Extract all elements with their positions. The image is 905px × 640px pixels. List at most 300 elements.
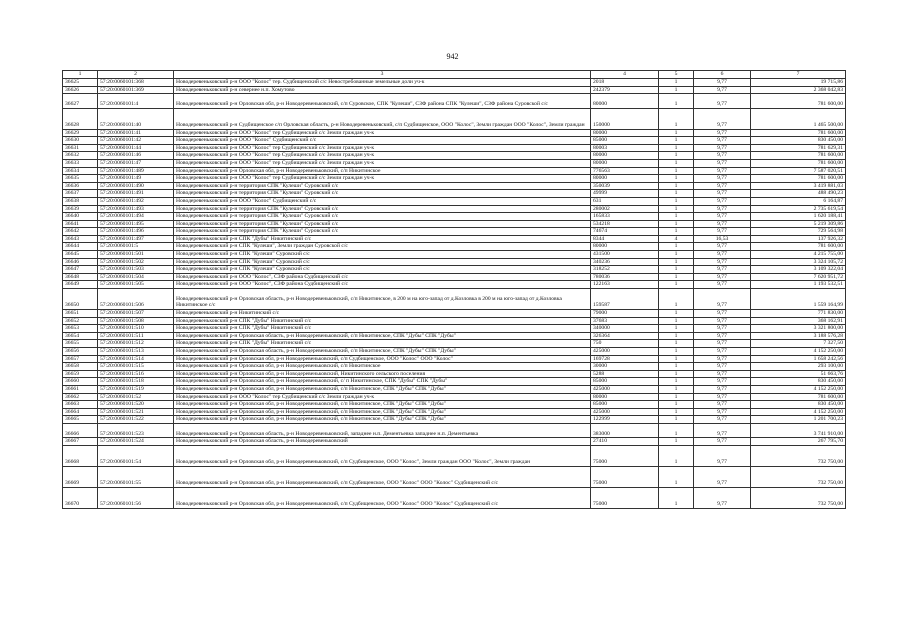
area-value: 27410 xyxy=(591,438,659,446)
area-value: 75000 xyxy=(591,445,659,466)
quantity-value: 1 xyxy=(659,79,694,87)
quantity-value: 1 xyxy=(659,378,694,386)
column-header: 5 xyxy=(659,71,694,79)
table-row xyxy=(63,190,846,198)
quantity-value: 1 xyxy=(659,213,694,221)
total-value: 137 926,32 xyxy=(751,235,846,243)
total-value: 3 109 322,04 xyxy=(751,266,846,274)
table-row xyxy=(63,144,846,152)
location-description: Новодеревеньковский р-н территория СПК "Кулеши" Суровский с/с xyxy=(174,205,591,213)
quantity-value: 1 xyxy=(659,94,694,108)
quantity-value: 1 xyxy=(659,266,694,274)
area-value: 280002 xyxy=(591,205,659,213)
row-number: 36643 xyxy=(63,235,98,243)
area-value: 80000 xyxy=(591,129,659,137)
price-value: 9,77 xyxy=(694,289,751,310)
column-header: 3 xyxy=(174,71,591,79)
cadastral-number: 57:20:0060101:46 xyxy=(98,152,174,160)
total-value: 830 450,00 xyxy=(751,137,846,145)
row-number: 36640 xyxy=(63,213,98,221)
cadastral-number: 57:20:0060101:492 xyxy=(98,197,174,205)
price-value: 9,77 xyxy=(694,251,751,259)
location-description: Новодеревеньковский р-н СПК "Кулеши" Суровский с/с xyxy=(174,258,591,266)
area-value: 425000 xyxy=(591,408,659,416)
quantity-value: 1 xyxy=(659,423,694,437)
price-value: 9,77 xyxy=(694,86,751,94)
quantity-value: 1 xyxy=(659,348,694,356)
row-number: 36656 xyxy=(63,348,98,356)
location-description: Новодеревеньковский р-н ООО "Колос" тер Судбищенский с/с Земли граждан уч-к xyxy=(174,393,591,401)
cadastral-number: 57:20:0060101:54 xyxy=(98,445,174,466)
row-number: 36666 xyxy=(63,423,98,437)
price-value: 9,77 xyxy=(694,213,751,221)
price-value: 16,53 xyxy=(694,235,751,243)
price-value: 9,77 xyxy=(694,487,751,508)
table-row xyxy=(63,220,846,228)
area-value: 80000 xyxy=(591,393,659,401)
price-value: 9,77 xyxy=(694,423,751,437)
area-value: 780036 xyxy=(591,273,659,281)
area-value: 340236 xyxy=(591,258,659,266)
cadastral-number: 57:20:0060101:520 xyxy=(98,401,174,409)
price-value: 9,77 xyxy=(694,370,751,378)
price-value: 9,77 xyxy=(694,144,751,152)
cadastral-number: 57:20:0060101:512 xyxy=(98,340,174,348)
price-value: 9,77 xyxy=(694,310,751,318)
total-value: 293 100,00 xyxy=(751,363,846,371)
table-row xyxy=(63,137,846,145)
cadastral-number: 57:20:0060101:368 xyxy=(98,79,174,87)
column-header: 6 xyxy=(694,71,751,79)
area-value: 85000 xyxy=(591,401,659,409)
cadastral-number: 57:20:0060101:49 xyxy=(98,175,174,183)
location-description: Новодеревеньковский р-н ООО "Колос" тер Судбищенский с/с Земли граждан уч-к xyxy=(174,152,591,160)
location-description: Новодеревеньковский р-н Орловская обл, р-н Новодеревеньковский, с/ п Никитинское, СПК "Дубы" СПК "Дубы" xyxy=(174,378,591,386)
total-value: 781 629,31 xyxy=(751,144,846,152)
row-number: 36641 xyxy=(63,220,98,228)
table-row xyxy=(63,438,846,446)
price-value: 9,77 xyxy=(694,197,751,205)
table-row xyxy=(63,348,846,356)
price-value: 9,77 xyxy=(694,137,751,145)
table-row xyxy=(63,228,846,236)
row-number: 36652 xyxy=(63,317,98,325)
quantity-value: 1 xyxy=(659,445,694,466)
price-value: 9,77 xyxy=(694,416,751,424)
row-number: 36638 xyxy=(63,197,98,205)
quantity-value: 4 xyxy=(659,235,694,243)
table-row xyxy=(63,416,846,424)
cadastral-number: 57:20:0060101:496 xyxy=(98,228,174,236)
location-description: Новодеревеньковский р-н ООО "Колос" тер Судбищенский с/с Земли граждан уч-к xyxy=(174,159,591,167)
location-description: Новодеревеньковский р-н территория СПК "Кулеши" Суровский с/с xyxy=(174,228,591,236)
area-value: 159587 xyxy=(591,289,659,310)
area-value: 425000 xyxy=(591,348,659,356)
row-number: 36647 xyxy=(63,266,98,274)
table-row xyxy=(63,325,846,333)
row-number: 36639 xyxy=(63,205,98,213)
total-value: 1 559 164,99 xyxy=(751,289,846,310)
location-description: Новодеревеньковский р-н Орловская обл, р-н Новодеревеньковский, с/п Никитинское, СПК "Дубы" СПК "Дубы" xyxy=(174,385,591,393)
cadastral-number: 57:20:0060101:491 xyxy=(98,190,174,198)
quantity-value: 1 xyxy=(659,108,694,129)
row-number: 36631 xyxy=(63,144,98,152)
row-number: 36661 xyxy=(63,385,98,393)
total-value: 732 750,00 xyxy=(751,445,846,466)
cadastral-number: 57:20:0060101:40 xyxy=(98,108,174,129)
quantity-value: 1 xyxy=(659,273,694,281)
location-description: Новодеревеньковский р-н СПК "Дубы" Никитинский с/с xyxy=(174,235,591,243)
location-description: Новодеревеньковский р-н Орловская обл, р-н Новодеревеньковский, с/п Никитинское, СПК "Дубы" СПК "Дубы" xyxy=(174,416,591,424)
total-value: 781 600,00 xyxy=(751,129,846,137)
row-number: 36646 xyxy=(63,258,98,266)
location-description: Новодеревеньковский р-н Орловская обл, р-н Новодеревеньковский, с/п Суровское, СПК "Кулеши", СЗФ района СПК "Кулеши", СЗФ района Суровской с/с xyxy=(174,94,591,108)
area-value: 80000 xyxy=(591,94,659,108)
total-value: 1 658 242,56 xyxy=(751,355,846,363)
total-value: 830 450,00 xyxy=(751,401,846,409)
location-description: Новодеревеньковский р-н СПК "Кулеши", Земли граждан Суровской с/с xyxy=(174,243,591,251)
quantity-value: 1 xyxy=(659,408,694,416)
price-value: 9,77 xyxy=(694,445,751,466)
area-value: 80000 xyxy=(591,159,659,167)
table-row xyxy=(63,94,846,108)
total-value: 7 327,50 xyxy=(751,340,846,348)
price-value: 9,77 xyxy=(694,401,751,409)
area-value: 85000 xyxy=(591,378,659,386)
price-value: 9,77 xyxy=(694,385,751,393)
area-value: 5288 xyxy=(591,370,659,378)
total-value: 1 620 188,41 xyxy=(751,213,846,221)
table-row xyxy=(63,340,846,348)
cadastral-number: 57:20:0060101:52 xyxy=(98,393,174,401)
area-value: 75000 xyxy=(591,487,659,508)
total-value: 1 465 500,00 xyxy=(751,108,846,129)
quantity-value: 1 xyxy=(659,385,694,393)
price-value: 9,77 xyxy=(694,355,751,363)
total-value: 4 152 250,00 xyxy=(751,408,846,416)
table-row xyxy=(63,370,846,378)
cadastral-number: 57:20:0060101:490 xyxy=(98,182,174,190)
table-row xyxy=(63,152,846,160)
table-row xyxy=(63,159,846,167)
column-header: 4 xyxy=(591,71,659,79)
area-value: 340000 xyxy=(591,325,659,333)
table-row xyxy=(63,266,846,274)
location-description: Новодеревеньковский р-н СПК "Кулеши" Суровский с/с xyxy=(174,266,591,274)
cadastral-number: 57:20:0060101:516 xyxy=(98,370,174,378)
row-number: 36654 xyxy=(63,332,98,340)
location-description: Новодеревеньковский р-н Орловская обл, р-н Новодеревеньковский, Никитинского сельского поселения xyxy=(174,370,591,378)
price-value: 9,77 xyxy=(694,348,751,356)
column-header: 1 xyxy=(63,71,98,79)
cadastral-number: 57:20:0060101:515 xyxy=(98,363,174,371)
area-value: 2018 xyxy=(591,79,659,87)
column-header-row xyxy=(63,71,846,79)
price-value: 9,77 xyxy=(694,266,751,274)
table-row xyxy=(63,332,846,340)
table-row xyxy=(63,197,846,205)
total-value: 2 368 042,83 xyxy=(751,86,846,94)
table-row xyxy=(63,385,846,393)
cadastral-number: 57:20:0060101:56 xyxy=(98,487,174,508)
page-number: 942 xyxy=(446,52,459,61)
location-description: Новодеревеньковский р-н ООО "Колос" тер Судбищенский с/с Земли граждан уч-к xyxy=(174,175,591,183)
row-number: 36655 xyxy=(63,340,98,348)
total-value: 4 152 250,00 xyxy=(751,348,846,356)
row-number: 36636 xyxy=(63,182,98,190)
location-description: Новодеревеньковский р-н территория СПК "Кулеши" Суровский с/с xyxy=(174,190,591,198)
total-value: 3 741 910,00 xyxy=(751,423,846,437)
row-number: 36662 xyxy=(63,393,98,401)
row-number: 36653 xyxy=(63,325,98,333)
quantity-value: 1 xyxy=(659,466,694,487)
total-value: 4 215 755,00 xyxy=(751,251,846,259)
quantity-value: 1 xyxy=(659,228,694,236)
area-value: 75000 xyxy=(591,466,659,487)
quantity-value: 1 xyxy=(659,289,694,310)
price-value: 9,77 xyxy=(694,317,751,325)
location-description: Новодеревеньковский р-н территория СПК "Кулеши" Суровский с/с xyxy=(174,182,591,190)
price-value: 9,77 xyxy=(694,167,751,175)
cadastral-number: 57:20:0060101:493 xyxy=(98,205,174,213)
table-row xyxy=(63,466,846,487)
area-value: 242379 xyxy=(591,86,659,94)
total-value: 3 324 105,72 xyxy=(751,258,846,266)
row-number: 36670 xyxy=(63,487,98,508)
quantity-value: 1 xyxy=(659,258,694,266)
total-value: 1 201 700,23 xyxy=(751,416,846,424)
table-row xyxy=(63,445,846,466)
cadastral-number: 57:20:0060101:510 xyxy=(98,325,174,333)
table-row xyxy=(63,251,846,259)
quantity-value: 1 xyxy=(659,310,694,318)
total-value: 488 490,23 xyxy=(751,190,846,198)
row-number: 36644 xyxy=(63,243,98,251)
row-number: 36635 xyxy=(63,175,98,183)
cadastral-number: 57:20:0060101:521 xyxy=(98,408,174,416)
area-value: 318252 xyxy=(591,266,659,274)
cadastral-number: 57:20:0060101:522 xyxy=(98,416,174,424)
location-description: Новодеревеньковский р-н Орловская область, р-н Новодеревеньковский, с/п Никитинское, в 200 м на юго-запад от д.Козловка в 200 м на юго-запад от д.Козловка Никитинское с/с xyxy=(174,289,591,310)
row-number: 36665 xyxy=(63,416,98,424)
location-description: Новодеревеньковский р-н Орловская область, р-н Новодеревеньковский xyxy=(174,438,591,446)
cadastral-number: 57:20:0060101:41 xyxy=(98,129,174,137)
table-row xyxy=(63,487,846,508)
cadastral-number: 57:20:0060101:519 xyxy=(98,385,174,393)
row-number: 36626 xyxy=(63,86,98,94)
total-value: 830 450,00 xyxy=(751,378,846,386)
price-value: 9,77 xyxy=(694,466,751,487)
quantity-value: 1 xyxy=(659,355,694,363)
cadastral-number: 57:20:0060101:523 xyxy=(98,423,174,437)
quantity-value: 1 xyxy=(659,167,694,175)
price-value: 9,77 xyxy=(694,182,751,190)
table-row xyxy=(63,355,846,363)
area-value: 30000 xyxy=(591,363,659,371)
quantity-value: 1 xyxy=(659,129,694,137)
quantity-value: 1 xyxy=(659,401,694,409)
table-row xyxy=(63,317,846,325)
area-value: 631 xyxy=(591,197,659,205)
location-description: Новодеревеньковский р-н СПК "Дубы" Никитинский с/с xyxy=(174,317,591,325)
cadastral-number: 57:20:0060101:44 xyxy=(98,144,174,152)
total-value: 729 564,98 xyxy=(751,228,846,236)
area-value: 169728 xyxy=(591,355,659,363)
cadastral-number: 57:20:0060101:501 xyxy=(98,251,174,259)
table-row xyxy=(63,281,846,289)
total-value: 7 620 951,72 xyxy=(751,273,846,281)
price-value: 9,77 xyxy=(694,273,751,281)
price-value: 9,77 xyxy=(694,175,751,183)
row-number: 36630 xyxy=(63,137,98,145)
quantity-value: 1 xyxy=(659,205,694,213)
price-value: 9,77 xyxy=(694,332,751,340)
total-value: 781 600,00 xyxy=(751,94,846,108)
area-value: 80000 xyxy=(591,152,659,160)
area-value: 80000 xyxy=(591,175,659,183)
table-row xyxy=(63,213,846,221)
table-row xyxy=(63,182,846,190)
location-description: Новодеревеньковский р-н Орловская обл, р-н Новодеревеньковский, с/п Судбищенское, ООО "Колос" ООО "Колос" xyxy=(174,355,591,363)
quantity-value: 1 xyxy=(659,487,694,508)
table-row xyxy=(63,393,846,401)
row-number: 36650 xyxy=(63,289,98,310)
area-value: 326364 xyxy=(591,332,659,340)
quantity-value: 1 xyxy=(659,370,694,378)
row-number: 36667 xyxy=(63,438,98,446)
price-value: 9,77 xyxy=(694,220,751,228)
cadastral-number: 57:20:0060101:495 xyxy=(98,220,174,228)
quantity-value: 1 xyxy=(659,190,694,198)
row-number: 36625 xyxy=(63,79,98,87)
quantity-value: 1 xyxy=(659,438,694,446)
quantity-value: 1 xyxy=(659,317,694,325)
quantity-value: 1 xyxy=(659,416,694,424)
location-description: Новодеревеньковский р-н ООО "Колос", СЗФ района Судбищенский с/с xyxy=(174,281,591,289)
price-value: 9,77 xyxy=(694,228,751,236)
location-description: Новодеревеньковский р-н ООО "Колос" тер Судбищенский с/с Земли граждан уч-к xyxy=(174,129,591,137)
total-value: 3 321 800,00 xyxy=(751,325,846,333)
row-number: 36669 xyxy=(63,466,98,487)
cadastral-number: 57:20:0060101:489 xyxy=(98,167,174,175)
total-value: 3 188 576,28 xyxy=(751,332,846,340)
cadastral-number: 57:20:0060101:5 xyxy=(98,243,174,251)
location-description: Новодеревеньковский р-н ООО "Колос" Судбищенский с/с xyxy=(174,137,591,145)
cadastral-number: 57:20:0060101:497 xyxy=(98,235,174,243)
area-value: 350039 xyxy=(591,182,659,190)
location-description: Новодеревеньковский р-н ООО "Колос" тер Судбищенский с/с Земли граждан уч-к xyxy=(174,144,591,152)
row-number: 36627 xyxy=(63,94,98,108)
quantity-value: 1 xyxy=(659,332,694,340)
column-header: 2 xyxy=(98,71,174,79)
table-row xyxy=(63,175,846,183)
area-value: 122999 xyxy=(591,416,659,424)
row-number: 36664 xyxy=(63,408,98,416)
location-description: Новодеревеньковский р-н севернее н.п. Хомутово xyxy=(174,86,591,94)
quantity-value: 1 xyxy=(659,220,694,228)
column-header: 7 xyxy=(751,71,846,79)
total-value: 368 162,91 xyxy=(751,317,846,325)
row-number: 36645 xyxy=(63,251,98,259)
quantity-value: 1 xyxy=(659,175,694,183)
location-description: Новодеревеньковский р-н Орловская обл, р-н Новодеревеньковский, с/п Судбищенское, ООО "Колос" ООО "Колос" Судбищенский с/с xyxy=(174,487,591,508)
area-value: 80003 xyxy=(591,144,659,152)
location-description: Новодеревеньковский р-н Орловская область, р-н Новодеревеньковский, западнее н.п. Дементьевка западнее н.п. Дементьевка xyxy=(174,423,591,437)
location-description: Новодеревеньковский р-н СПК "Дубы" Никитинский с/с xyxy=(174,325,591,333)
location-description: Новодеревеньковский р-н Орловская обл, р-н Новодеревеньковский, с/п Судбищенское, ООО "Колос", Земли граждан ООО "Колос", Земли граждан xyxy=(174,445,591,466)
table-row xyxy=(63,86,846,94)
total-value: 732 750,00 xyxy=(751,466,846,487)
total-value: 7 587 020,51 xyxy=(751,167,846,175)
cadastral-number: 57:20:0060101:504 xyxy=(98,273,174,281)
location-description: Новодеревеньковский р-н Орловская обл, р-н Новодеревеньковский, с/п Никитинское, СПК "Дубы" СПК "Дубы" xyxy=(174,408,591,416)
area-value: 425000 xyxy=(591,385,659,393)
row-number: 36660 xyxy=(63,378,98,386)
area-value: 431500 xyxy=(591,251,659,259)
location-description: Новодеревеньковский р-н Орловская обл, р-н Новодеревеньковский, с/п Никитинское xyxy=(174,167,591,175)
cadastral-number: 57:20:0060101:47 xyxy=(98,159,174,167)
quantity-value: 1 xyxy=(659,243,694,251)
total-value: 3 419 881,03 xyxy=(751,182,846,190)
row-number: 36633 xyxy=(63,159,98,167)
location-description: Новодеревеньковский р-н Орловская обл, р-н Новодеревеньковский, с/п Никитинское xyxy=(174,363,591,371)
area-value: 79000 xyxy=(591,310,659,318)
location-description: Новодеревеньковский р-н ООО "Колос", СЗФ района Судбищенский с/с xyxy=(174,273,591,281)
price-value: 9,77 xyxy=(694,438,751,446)
cadastral-number: 57:20:0060101:506 xyxy=(98,289,174,310)
row-number: 36663 xyxy=(63,401,98,409)
price-value: 9,77 xyxy=(694,190,751,198)
location-description: Новодеревеньковский р-н Судбищенское с/п Орловская область, р-н Новодеревеньковский, с/п Судбищенское, ООО "Колос", Земли граждан ООО "Колос", Земли граждан xyxy=(174,108,591,129)
location-description: Новодеревеньковский р-н Орловская область, р-н Новодеревеньковский, с/п Никитинское, СПК "Дубы" СПК "Дубы" xyxy=(174,348,591,356)
total-value: 781 600,00 xyxy=(751,393,846,401)
price-value: 9,77 xyxy=(694,79,751,87)
cadastral-number: 57:20:0060101:518 xyxy=(98,378,174,386)
cadastral-number: 57:20:0060101:513 xyxy=(98,348,174,356)
total-value: 4 152 250,00 xyxy=(751,385,846,393)
location-description: Новодеревеньковский р-н Орловская область, р-н Новодеревеньковский, с/п Никитинское, СПК "Дубы" СПК "Дубы" xyxy=(174,332,591,340)
total-value: 781 600,00 xyxy=(751,175,846,183)
table-row xyxy=(63,289,846,310)
area-value: 49999 xyxy=(591,190,659,198)
land-registry-table xyxy=(62,70,846,509)
area-value: 383000 xyxy=(591,423,659,437)
table-row xyxy=(63,378,846,386)
total-value: 51 663,76 xyxy=(751,370,846,378)
total-value: 771 830,00 xyxy=(751,310,846,318)
table-row xyxy=(63,273,846,281)
price-value: 9,77 xyxy=(694,281,751,289)
total-value: 781 600,00 xyxy=(751,243,846,251)
location-description: Новодеревеньковский р-н ООО "Колос" тер. Судбищенский с/с Невостребованные земельные доли уч-к xyxy=(174,79,591,87)
table-row xyxy=(63,310,846,318)
cadastral-number: 57:20:0060101:494 xyxy=(98,213,174,221)
quantity-value: 1 xyxy=(659,340,694,348)
quantity-value: 1 xyxy=(659,137,694,145)
price-value: 9,77 xyxy=(694,94,751,108)
table-body xyxy=(63,79,846,509)
area-value: 37683 xyxy=(591,317,659,325)
quantity-value: 1 xyxy=(659,325,694,333)
cadastral-number: 57:20:0060101:369 xyxy=(98,86,174,94)
quantity-value: 1 xyxy=(659,251,694,259)
cadastral-number: 57:20:0060101:503 xyxy=(98,266,174,274)
total-value: 781 600,00 xyxy=(751,159,846,167)
row-number: 36651 xyxy=(63,310,98,318)
quantity-value: 1 xyxy=(659,363,694,371)
area-value: 165833 xyxy=(591,213,659,221)
price-value: 9,77 xyxy=(694,363,751,371)
